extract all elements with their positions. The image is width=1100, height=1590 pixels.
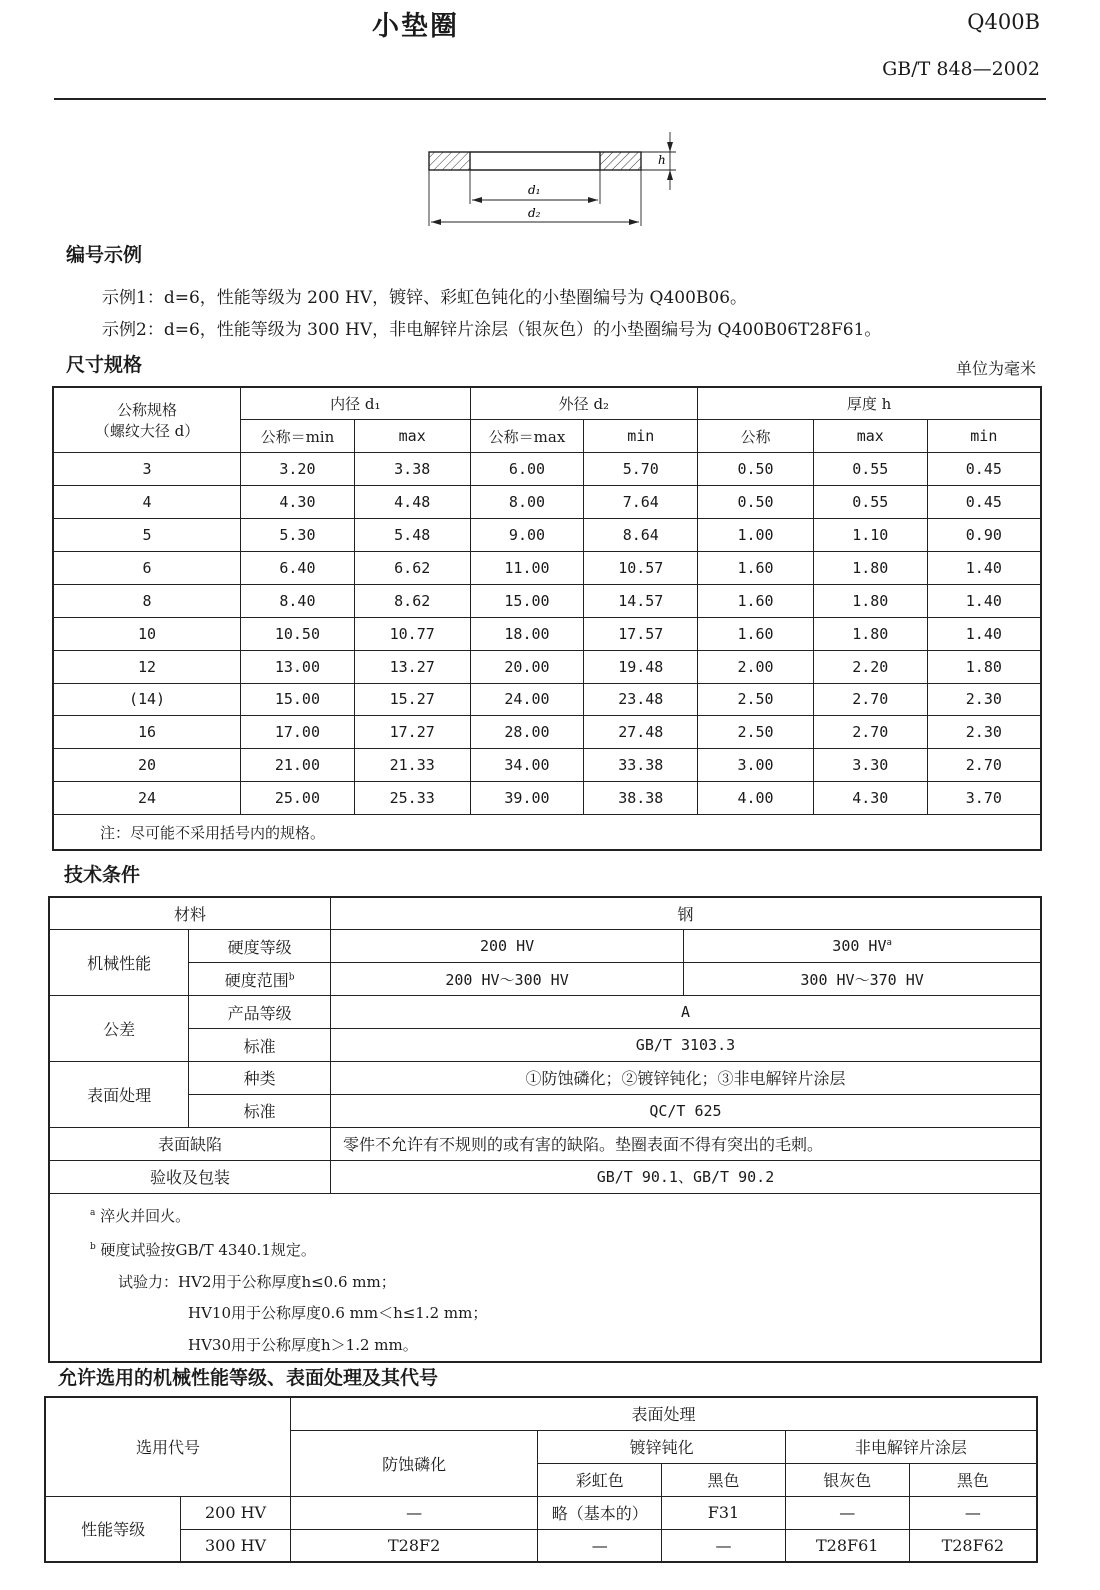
defect-value: 零件不允许有不规则的或有害的缺陷。垫圈表面不得有突出的毛刺。 <box>330 1127 1041 1160</box>
table-cell: 3.70 <box>927 782 1041 815</box>
acceptance-label: 验收及包装 <box>49 1160 330 1193</box>
table-cell: 38.38 <box>584 782 698 815</box>
table-cell: 8.40 <box>241 584 355 617</box>
table-cell: 5.30 <box>241 519 355 552</box>
table-cell: — <box>290 1496 537 1529</box>
table-cell: 1.00 <box>698 519 814 552</box>
tolerance-label: 公差 <box>49 996 189 1062</box>
table-cell: F31 <box>662 1496 786 1529</box>
table-cell: 2.70 <box>927 749 1041 782</box>
header-nominal: 公称规格 （螺纹大径 d） <box>53 387 241 453</box>
section-heading-tech: 技术条件 <box>64 864 141 886</box>
table-cell: 13.27 <box>354 650 470 683</box>
header-outer-diameter: 外径 d₂ <box>470 387 698 420</box>
table-cell: 15.00 <box>241 683 355 716</box>
table-cell: 3.38 <box>354 453 470 486</box>
mech-label: 机械性能 <box>49 930 189 996</box>
footnote-a: $^a$ 淬火并回火。 <box>90 1206 191 1225</box>
table-cell: 10.57 <box>584 551 698 584</box>
table-cell: 6.00 <box>470 453 584 486</box>
table-cell: 5 <box>53 519 241 552</box>
phos-header: 防蚀磷化 <box>290 1430 537 1496</box>
table-cell: 2.00 <box>698 650 814 683</box>
table-cell: — <box>538 1529 662 1562</box>
table-row <box>53 453 1041 486</box>
unit-label: 单位为毫米 <box>955 359 1036 378</box>
table-cell: 8.64 <box>584 519 698 552</box>
washer-section-right <box>600 152 641 170</box>
table-row <box>53 617 1041 650</box>
table-cell: 5.48 <box>354 519 470 552</box>
defect-label: 表面缺陷 <box>49 1127 330 1160</box>
table-row <box>53 519 1041 552</box>
subheader: max <box>813 420 927 453</box>
table-cell: 1.40 <box>927 551 1041 584</box>
zinc-header: 镀锌钝化 <box>538 1430 785 1463</box>
table-cell: 11.00 <box>470 551 584 584</box>
label-d2: d₂ <box>528 206 541 220</box>
footnote-c2: HV10用于公称厚度0.6 mm＜h≤1.2 mm； <box>188 1304 488 1323</box>
subheader: max <box>354 420 470 453</box>
table-cell: 200 HV <box>181 1496 291 1529</box>
table-cell: 0.55 <box>813 486 927 519</box>
table-cell: 0.50 <box>698 453 814 486</box>
table-cell: 15.27 <box>354 683 470 716</box>
table-cell: 27.48 <box>584 716 698 749</box>
table-cell: 8.00 <box>470 486 584 519</box>
table-row <box>53 584 1041 617</box>
table-cell: 1.60 <box>698 551 814 584</box>
standard-number: GB/T 848—2002 <box>882 58 1040 80</box>
table-cell: 10.77 <box>354 617 470 650</box>
tech-footnotes <box>49 1193 1041 1362</box>
table-cell: 0.45 <box>927 486 1041 519</box>
table-row <box>53 749 1041 782</box>
table-cell: 1.80 <box>813 551 927 584</box>
table-cell: 17.57 <box>584 617 698 650</box>
tolerance-standard-value: GB/T 3103.3 <box>330 1029 1041 1062</box>
product-grade-value: A <box>330 996 1041 1029</box>
grade-label: 性能等级 <box>45 1496 181 1562</box>
table-cell: 6.62 <box>354 551 470 584</box>
table-cell: 17.27 <box>354 716 470 749</box>
tolerance-standard-label: 标准 <box>189 1029 331 1062</box>
table-cell: 7.64 <box>584 486 698 519</box>
table-cell: 1.10 <box>813 519 927 552</box>
table-cell: T28F2 <box>290 1529 537 1562</box>
table-cell: 2.70 <box>813 716 927 749</box>
table-cell: 0.55 <box>813 453 927 486</box>
table-cell: 10 <box>53 617 241 650</box>
flake-header: 非电解锌片涂层 <box>785 1430 1037 1463</box>
surface-standard-label: 标准 <box>189 1094 331 1127</box>
table-cell: 20.00 <box>470 650 584 683</box>
table-cell: 0.50 <box>698 486 814 519</box>
table-cell: 33.38 <box>584 749 698 782</box>
table-cell: 13.00 <box>241 650 355 683</box>
table-cell: 20 <box>53 749 241 782</box>
table-cell: (14) <box>53 683 241 716</box>
subheader: min <box>927 420 1041 453</box>
header-rule <box>54 98 1046 100</box>
label-d1: d₁ <box>528 183 541 197</box>
table-cell: 8 <box>53 584 241 617</box>
table-cell: 6.40 <box>241 551 355 584</box>
subheader: 公称＝min <box>241 420 355 453</box>
table-cell: 25.33 <box>354 782 470 815</box>
table-cell: — <box>785 1496 909 1529</box>
footnote-b: $^b$ 硬度试验按GB/T 4340.1规定。 <box>90 1241 316 1260</box>
washer-drawing <box>420 124 680 234</box>
table-cell: 略（基本的） <box>538 1496 662 1529</box>
table-cell: T28F62 <box>909 1529 1037 1562</box>
section-heading-options: 允许选用的机械性能等级、表面处理及其代号 <box>58 1367 439 1389</box>
acceptance-value: GB/T 90.1、GB/T 90.2 <box>330 1160 1041 1193</box>
table-cell: 4.00 <box>698 782 814 815</box>
surface-header: 表面处理 <box>290 1397 1037 1430</box>
hardness-grade-label: 硬度等级 <box>189 930 331 963</box>
subheader: min <box>584 420 698 453</box>
hardness-grade-200: 200 HV <box>330 930 683 963</box>
table-cell: 300 HV <box>181 1529 291 1562</box>
table-cell: 24.00 <box>470 683 584 716</box>
table-cell: — <box>662 1529 786 1562</box>
label-h: h <box>658 153 666 167</box>
code-label: 选用代号 <box>45 1397 290 1496</box>
table-row <box>53 782 1041 815</box>
dimensions-note: 注：尽可能不采用括号内的规格。 <box>53 815 1041 851</box>
surface-kind-value: ①防蚀磷化；②镀锌钝化；③非电解锌片涂层 <box>330 1061 1041 1094</box>
table-cell: 2.30 <box>927 716 1041 749</box>
table-cell: 0.45 <box>927 453 1041 486</box>
hardness-grade-300: 300 $HV^a$ <box>684 930 1041 963</box>
table-cell: 3.30 <box>813 749 927 782</box>
table-row <box>53 683 1041 716</box>
material-value: 钢 <box>330 897 1041 930</box>
page-title: 小垫圈 <box>372 11 459 42</box>
surface-label: 表面处理 <box>49 1061 189 1127</box>
table-cell: 12 <box>53 650 241 683</box>
table-cell: 3 <box>53 453 241 486</box>
table-cell: 16 <box>53 716 241 749</box>
surface-standard-value: QC/T 625 <box>330 1094 1041 1127</box>
subheader: 公称＝max <box>470 420 584 453</box>
table-cell: 2.70 <box>813 683 927 716</box>
table-row <box>53 716 1041 749</box>
black2-header: 黑色 <box>909 1463 1037 1496</box>
tech-table <box>48 896 1042 1363</box>
table-cell: 25.00 <box>241 782 355 815</box>
silver-header: 银灰色 <box>785 1463 909 1496</box>
table-cell: 3.00 <box>698 749 814 782</box>
table-cell: 4.30 <box>241 486 355 519</box>
example-2: 示例2：d=6，性能等级为 300 HV，非电解锌片涂层（银灰色）的小垫圈编号为 Q400B06T28F61。 <box>102 320 882 340</box>
table-cell: 1.80 <box>813 584 927 617</box>
table-cell: 1.60 <box>698 617 814 650</box>
table-cell: 2.30 <box>927 683 1041 716</box>
table-cell: 21.33 <box>354 749 470 782</box>
document-code: Q400B <box>967 10 1040 34</box>
black-header: 黑色 <box>662 1463 786 1496</box>
table-cell: 1.40 <box>927 617 1041 650</box>
table-cell: 15.00 <box>470 584 584 617</box>
table-cell: 39.00 <box>470 782 584 815</box>
rainbow-header: 彩虹色 <box>538 1463 662 1496</box>
table-row <box>53 486 1041 519</box>
hardness-range-300: 300 HV～370 HV <box>684 963 1041 996</box>
table-row <box>53 551 1041 584</box>
section-heading-dimensions: 尺寸规格 <box>66 354 143 376</box>
table-cell: 19.48 <box>584 650 698 683</box>
table-cell: 28.00 <box>470 716 584 749</box>
table-cell: 2.50 <box>698 716 814 749</box>
table-cell: 2.20 <box>813 650 927 683</box>
table-cell: 4 <box>53 486 241 519</box>
product-grade-label: 产品等级 <box>189 996 331 1029</box>
table-cell: 3.20 <box>241 453 355 486</box>
table-cell: 5.70 <box>584 453 698 486</box>
footnote-c3: HV30用于公称厚度h＞1.2 mm。 <box>188 1335 418 1354</box>
section-heading-examples: 编号示例 <box>66 244 143 266</box>
table-cell: 0.90 <box>927 519 1041 552</box>
table-cell: 23.48 <box>584 683 698 716</box>
header-thickness: 厚度 h <box>698 387 1041 420</box>
table-cell: 1.80 <box>927 650 1041 683</box>
surface-kind-label: 种类 <box>189 1061 331 1094</box>
options-table <box>44 1396 1038 1563</box>
footnote-c1: 试验力：HV2用于公称厚度h≤0.6 mm； <box>118 1272 396 1291</box>
table-cell: 34.00 <box>470 749 584 782</box>
table-cell: 1.40 <box>927 584 1041 617</box>
header-inner-diameter: 内径 d₁ <box>241 387 471 420</box>
subheader: 公称 <box>698 420 814 453</box>
table-cell: 10.50 <box>241 617 355 650</box>
table-cell: 4.48 <box>354 486 470 519</box>
table-cell: 9.00 <box>470 519 584 552</box>
table-cell: 2.50 <box>698 683 814 716</box>
dimensions-table <box>52 386 1042 851</box>
table-cell: T28F61 <box>785 1529 909 1562</box>
table-cell: 24 <box>53 782 241 815</box>
table-cell: 8.62 <box>354 584 470 617</box>
washer-section-left <box>429 152 470 170</box>
table-cell: — <box>909 1496 1037 1529</box>
table-cell: 1.60 <box>698 584 814 617</box>
table-cell: 6 <box>53 551 241 584</box>
table-cell: 14.57 <box>584 584 698 617</box>
table-cell: 17.00 <box>241 716 355 749</box>
table-cell: 21.00 <box>241 749 355 782</box>
material-label: 材料 <box>49 897 330 930</box>
dimensions-rows <box>53 453 1041 815</box>
table-row <box>53 650 1041 683</box>
hardness-range-label: 硬度范围$^b$ <box>189 963 331 996</box>
table-cell: 4.30 <box>813 782 927 815</box>
table-cell: 1.80 <box>813 617 927 650</box>
example-1: 示例1：d=6，性能等级为 200 HV，镀锌、彩虹色钝化的小垫圈编号为 Q400B06。 <box>102 288 748 308</box>
hardness-range-200: 200 HV～300 HV <box>330 963 683 996</box>
table-cell: 18.00 <box>470 617 584 650</box>
